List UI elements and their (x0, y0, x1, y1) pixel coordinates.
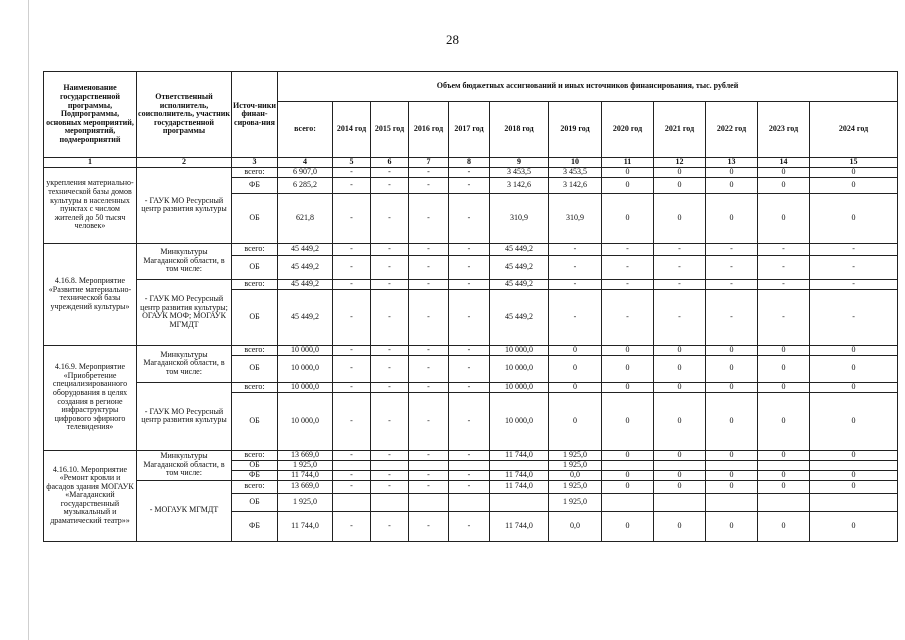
value-cell: 0 (706, 511, 758, 541)
header-year: 2020 год (602, 102, 654, 158)
value-cell: - (602, 243, 654, 255)
header-year: 2018 год (490, 102, 549, 158)
value-cell: 1 925,0 (549, 493, 602, 511)
value-cell: - (409, 382, 449, 392)
value-cell: - (333, 167, 371, 177)
col-number: 10 (549, 158, 602, 168)
header-year: 2016 год (409, 102, 449, 158)
header-volume: Объем бюджетных ассигнований и иных источников финансирования, тыс. рублей (278, 72, 898, 102)
col-number: 8 (449, 158, 490, 168)
value-cell (490, 460, 549, 470)
value-cell: 45 449,2 (490, 279, 549, 289)
value-cell: - (449, 511, 490, 541)
value-cell: - (654, 279, 706, 289)
value-cell: - (758, 243, 810, 255)
value-cell: 0 (810, 355, 898, 382)
value-cell: 0 (706, 470, 758, 480)
value-cell: 0 (549, 355, 602, 382)
header-year: 2019 год (549, 102, 602, 158)
value-cell: 1 925,0 (549, 480, 602, 493)
value-cell: 0 (654, 355, 706, 382)
page-number: 28 (446, 32, 459, 47)
table-row (44, 480, 898, 493)
value-cell: 0 (654, 450, 706, 460)
value-cell: - (409, 511, 449, 541)
source-cell: ОБ (232, 460, 278, 470)
value-cell: 0 (810, 177, 898, 193)
value-cell: - (371, 255, 409, 279)
value-cell: - (371, 511, 409, 541)
value-cell: - (371, 382, 409, 392)
executor-name: Минкультуры Магаданской области, в том числе: (137, 450, 232, 480)
value-cell: - (409, 345, 449, 355)
value-cell: 3 453,5 (549, 167, 602, 177)
header-year: 2017 год (449, 102, 490, 158)
value-cell: - (371, 193, 409, 243)
value-cell (758, 493, 810, 511)
value-cell (810, 493, 898, 511)
value-cell: 0 (602, 450, 654, 460)
value-cell: 0 (602, 345, 654, 355)
value-cell: 10 000,0 (490, 345, 549, 355)
measure-name: укрепления материально-технической базы домов культуры в населенных пунктах с числом жителей до 50 тысяч человек» (44, 167, 137, 243)
value-cell: 0 (810, 470, 898, 480)
value-cell: - (371, 177, 409, 193)
value-cell: 0 (654, 382, 706, 392)
value-cell: - (371, 279, 409, 289)
value-cell: - (449, 470, 490, 480)
value-cell: 45 449,2 (490, 289, 549, 345)
table-row (44, 450, 898, 460)
value-cell: - (449, 193, 490, 243)
value-cell: - (371, 243, 409, 255)
value-cell: 0 (602, 470, 654, 480)
source-cell: ФБ (232, 177, 278, 193)
executor-name: - ГАУК МО Ресурсный центр развития культуры; ОГАУК МОФ; МОГАУК МГМДТ (137, 279, 232, 345)
value-cell (602, 460, 654, 470)
value-cell: - (706, 255, 758, 279)
value-cell: - (810, 289, 898, 345)
value-cell (758, 460, 810, 470)
total-cell: 13 669,0 (278, 450, 333, 460)
source-cell: всего: (232, 279, 278, 289)
value-cell: 0 (706, 193, 758, 243)
value-cell: 0 (758, 193, 810, 243)
value-cell: - (449, 167, 490, 177)
value-cell: 0 (706, 480, 758, 493)
value-cell: - (333, 382, 371, 392)
value-cell (810, 460, 898, 470)
value-cell: - (449, 243, 490, 255)
value-cell: - (371, 167, 409, 177)
header-year: 2022 год (706, 102, 758, 158)
value-cell: 10 000,0 (490, 355, 549, 382)
value-cell: - (654, 243, 706, 255)
value-cell: 11 744,0 (490, 470, 549, 480)
total-cell: 45 449,2 (278, 255, 333, 279)
header-year: 2024 год (810, 102, 898, 158)
value-cell: - (333, 243, 371, 255)
value-cell: - (449, 382, 490, 392)
header-name: Наименование государственной программы, Подпрограммы, основных мероприятий, мероприятий, подмероприятий (44, 72, 137, 158)
value-cell: - (409, 392, 449, 450)
value-cell: - (333, 470, 371, 480)
value-cell: - (409, 167, 449, 177)
col-number: 15 (810, 158, 898, 168)
value-cell: 0 (810, 382, 898, 392)
value-cell: - (333, 193, 371, 243)
col-number: 6 (371, 158, 409, 168)
value-cell: 11 744,0 (490, 511, 549, 541)
executor-name: - МОГАУК МГМДТ (137, 480, 232, 541)
value-cell: 0 (758, 382, 810, 392)
value-cell: 0,0 (549, 470, 602, 480)
value-cell: - (409, 279, 449, 289)
value-cell: - (409, 243, 449, 255)
value-cell: 0 (810, 392, 898, 450)
col-number: 7 (409, 158, 449, 168)
total-cell: 45 449,2 (278, 289, 333, 345)
source-cell: ОБ (232, 193, 278, 243)
value-cell: - (449, 345, 490, 355)
header-year: 2015 год (371, 102, 409, 158)
total-cell: 10 000,0 (278, 382, 333, 392)
value-cell: - (333, 177, 371, 193)
col-number: 14 (758, 158, 810, 168)
value-cell: 0 (758, 450, 810, 460)
value-cell: - (449, 177, 490, 193)
value-cell: - (549, 243, 602, 255)
col-number: 1 (44, 158, 137, 168)
value-cell: - (409, 289, 449, 345)
value-cell: - (549, 289, 602, 345)
col-number: 3 (232, 158, 278, 168)
value-cell: - (449, 355, 490, 382)
total-cell: 10 000,0 (278, 392, 333, 450)
value-cell: - (409, 450, 449, 460)
value-cell: - (602, 255, 654, 279)
value-cell: 0 (810, 511, 898, 541)
value-cell (490, 493, 549, 511)
value-cell: - (758, 289, 810, 345)
col-number: 9 (490, 158, 549, 168)
value-cell: 0 (758, 167, 810, 177)
value-cell: 11 744,0 (490, 450, 549, 460)
value-cell: - (449, 289, 490, 345)
value-cell: 0 (602, 511, 654, 541)
value-cell (409, 493, 449, 511)
value-cell: 0 (602, 177, 654, 193)
value-cell: 310,9 (490, 193, 549, 243)
executor-name: - ГАУК МО Ресурсный центр развития культуры (137, 167, 232, 243)
value-cell: 0 (549, 345, 602, 355)
value-cell: - (602, 289, 654, 345)
value-cell: 3 453,5 (490, 167, 549, 177)
value-cell: - (333, 480, 371, 493)
value-cell: 0 (654, 392, 706, 450)
value-cell: 0 (706, 450, 758, 460)
value-cell (449, 460, 490, 470)
source-cell: всего: (232, 450, 278, 460)
value-cell (706, 493, 758, 511)
value-cell: 0 (758, 392, 810, 450)
value-cell: - (409, 355, 449, 382)
value-cell: 0 (706, 392, 758, 450)
header-executor: Ответственный исполнитель, соисполнитель, участник государственной программы (137, 72, 232, 158)
value-cell: - (758, 279, 810, 289)
value-cell: 0 (602, 382, 654, 392)
source-cell: всего: (232, 480, 278, 493)
value-cell: - (371, 289, 409, 345)
table-row (44, 345, 898, 355)
value-cell: - (333, 289, 371, 345)
total-cell: 11 744,0 (278, 470, 333, 480)
value-cell (706, 460, 758, 470)
col-number: 13 (706, 158, 758, 168)
total-cell: 6 285,2 (278, 177, 333, 193)
value-cell: 0 (810, 345, 898, 355)
value-cell: - (333, 450, 371, 460)
value-cell: - (810, 255, 898, 279)
value-cell: - (449, 480, 490, 493)
column-number-row (44, 158, 898, 168)
total-cell: 45 449,2 (278, 279, 333, 289)
total-cell: 10 000,0 (278, 355, 333, 382)
table-row (44, 243, 898, 255)
col-number: 5 (333, 158, 371, 168)
value-cell: - (371, 392, 409, 450)
total-cell: 45 449,2 (278, 243, 333, 255)
value-cell (654, 493, 706, 511)
value-cell: - (449, 279, 490, 289)
header-year: 2014 год (333, 102, 371, 158)
source-cell: всего: (232, 167, 278, 177)
value-cell: 0 (654, 345, 706, 355)
value-cell: - (706, 243, 758, 255)
source-cell: всего: (232, 345, 278, 355)
value-cell (371, 493, 409, 511)
value-cell: 10 000,0 (490, 382, 549, 392)
total-cell: 6 907,0 (278, 167, 333, 177)
value-cell: 11 744,0 (490, 480, 549, 493)
value-cell: 0 (654, 511, 706, 541)
value-cell: 0 (549, 382, 602, 392)
value-cell: 10 000,0 (490, 392, 549, 450)
value-cell: 0 (706, 345, 758, 355)
total-cell: 10 000,0 (278, 345, 333, 355)
source-cell: всего: (232, 243, 278, 255)
value-cell: 45 449,2 (490, 243, 549, 255)
value-cell: - (449, 255, 490, 279)
value-cell: - (706, 279, 758, 289)
value-cell: 0 (758, 480, 810, 493)
value-cell (333, 460, 371, 470)
value-cell: - (602, 279, 654, 289)
value-cell: - (371, 450, 409, 460)
value-cell: 0 (758, 511, 810, 541)
value-cell: 0 (706, 177, 758, 193)
total-cell: 13 669,0 (278, 480, 333, 493)
value-cell: - (333, 255, 371, 279)
header-source: Источ-ники финан-сирова-ния (232, 72, 278, 158)
value-cell: - (409, 193, 449, 243)
measure-name: 4.16.10. Мероприятие «Ремонт кровли и фасадов здания МОГАУК «Магаданский государственный музыкальный и драматический театр»» (44, 450, 137, 541)
value-cell: - (758, 255, 810, 279)
header-total: всего: (278, 102, 333, 158)
value-cell (333, 493, 371, 511)
value-cell: - (449, 392, 490, 450)
value-cell: 3 142,6 (549, 177, 602, 193)
value-cell: 0 (602, 392, 654, 450)
value-cell: - (333, 392, 371, 450)
value-cell: - (371, 480, 409, 493)
value-cell: - (549, 255, 602, 279)
value-cell: 45 449,2 (490, 255, 549, 279)
value-cell: 310,9 (549, 193, 602, 243)
value-cell (654, 460, 706, 470)
value-cell: - (371, 355, 409, 382)
value-cell: 0 (549, 392, 602, 450)
budget-table (43, 71, 898, 542)
value-cell: - (333, 355, 371, 382)
value-cell: 0,0 (549, 511, 602, 541)
value-cell: 0 (654, 480, 706, 493)
source-cell: ОБ (232, 255, 278, 279)
value-cell: 0 (706, 382, 758, 392)
table-row (44, 382, 898, 392)
executor-name: Минкультуры Магаданской области, в том числе: (137, 243, 232, 279)
value-cell: - (371, 345, 409, 355)
value-cell: 0 (654, 193, 706, 243)
source-cell: ОБ (232, 493, 278, 511)
value-cell: 0 (758, 177, 810, 193)
value-cell: 0 (602, 355, 654, 382)
col-number: 4 (278, 158, 333, 168)
total-cell: 621,8 (278, 193, 333, 243)
page-margin-line (28, 0, 29, 640)
table-body (44, 167, 898, 541)
value-cell: 0 (758, 355, 810, 382)
value-cell: 0 (654, 470, 706, 480)
value-cell: - (449, 450, 490, 460)
value-cell: 0 (810, 450, 898, 460)
value-cell: - (333, 279, 371, 289)
value-cell: - (409, 255, 449, 279)
value-cell (449, 493, 490, 511)
header-year: 2021 год (654, 102, 706, 158)
source-cell: ОБ (232, 392, 278, 450)
measure-name: 4.16.8. Мероприятие «Развитие материально-технической базы учреждений культуры» (44, 243, 137, 345)
col-number: 2 (137, 158, 232, 168)
source-cell: ОБ (232, 289, 278, 345)
value-cell: 1 925,0 (549, 460, 602, 470)
value-cell: 0 (602, 167, 654, 177)
col-number: 11 (602, 158, 654, 168)
measure-name: 4.16.9. Мероприятие «Приобретение специализированного оборудования в целях создания в регионе инфраструктуры цифрового эфирного телевидения» (44, 345, 137, 450)
value-cell: 0 (758, 470, 810, 480)
value-cell: 0 (810, 193, 898, 243)
source-cell: ФБ (232, 470, 278, 480)
source-cell: ОБ (232, 355, 278, 382)
value-cell: 0 (602, 480, 654, 493)
header-year: 2023 год (758, 102, 810, 158)
value-cell: - (409, 177, 449, 193)
executor-name: - ГАУК МО Ресурсный центр развития культуры (137, 382, 232, 450)
value-cell: - (371, 470, 409, 480)
value-cell: - (654, 255, 706, 279)
source-cell: ФБ (232, 511, 278, 541)
value-cell: - (549, 279, 602, 289)
value-cell: 0 (706, 355, 758, 382)
value-cell: 0 (654, 167, 706, 177)
value-cell: - (706, 289, 758, 345)
value-cell (371, 460, 409, 470)
executor-name: Минкультуры Магаданской области, в том числе: (137, 345, 232, 382)
value-cell: - (810, 243, 898, 255)
total-cell: 1 925,0 (278, 493, 333, 511)
value-cell: - (810, 279, 898, 289)
col-number: 12 (654, 158, 706, 168)
value-cell: 0 (602, 193, 654, 243)
value-cell: - (333, 511, 371, 541)
value-cell: 0 (706, 167, 758, 177)
value-cell (602, 493, 654, 511)
value-cell: - (409, 480, 449, 493)
value-cell: 0 (810, 480, 898, 493)
table-row (44, 279, 898, 289)
value-cell: - (654, 289, 706, 345)
value-cell: 0 (758, 345, 810, 355)
value-cell: 3 142,6 (490, 177, 549, 193)
value-cell: 0 (810, 167, 898, 177)
value-cell: - (333, 345, 371, 355)
total-cell: 1 925,0 (278, 460, 333, 470)
source-cell: всего: (232, 382, 278, 392)
table-row (44, 167, 898, 177)
total-cell: 11 744,0 (278, 511, 333, 541)
value-cell: 0 (654, 177, 706, 193)
value-cell: 1 925,0 (549, 450, 602, 460)
value-cell: - (409, 470, 449, 480)
value-cell (409, 460, 449, 470)
